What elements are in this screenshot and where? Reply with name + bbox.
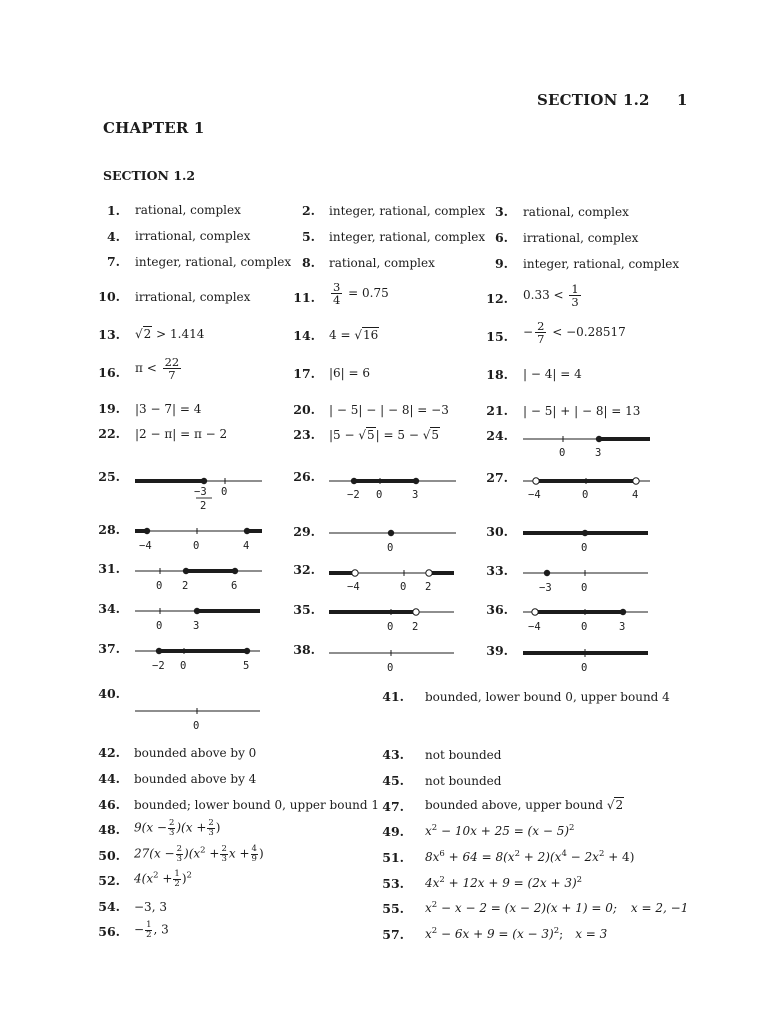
problem-number: 43. <box>382 747 404 762</box>
problem-number: 34. <box>98 601 120 616</box>
tick-label: 2 <box>182 580 189 592</box>
answer-10: irrational, complex <box>135 290 251 304</box>
answer-42: bounded above by 0 <box>134 746 257 760</box>
problem-number: 40. <box>98 686 120 701</box>
problem-number: 45. <box>382 773 404 788</box>
tick-label: 0 <box>193 720 200 732</box>
tick-label: 0 <box>581 621 588 633</box>
answer-2: integer, rational, complex <box>329 204 486 218</box>
answer-3: rational, complex <box>523 205 629 219</box>
answer-16: π < $\frac{22}{7}$ <box>135 355 180 383</box>
tick-label: 0 <box>387 662 394 674</box>
problem-number: 54. <box>98 899 120 914</box>
answer-15: − $\frac{2}{7}$ < −0.28517 <box>523 319 626 347</box>
problem-number: 25. <box>98 469 120 484</box>
number-line-27 <box>523 470 653 504</box>
problem-number: 42. <box>98 745 120 760</box>
problem-number: 8. <box>301 255 315 270</box>
problem-number: 11. <box>293 290 315 305</box>
tick-label: 0 <box>387 542 394 554</box>
chapter-title: CHAPTER 1 <box>103 119 205 137</box>
problem-number: 55. <box>382 901 404 916</box>
answer-7: integer, rational, complex <box>135 255 292 269</box>
tick-label: 0 <box>581 542 588 554</box>
tick-label: 0 <box>387 621 394 633</box>
problem-number: 27. <box>486 470 508 485</box>
problem-number: 32. <box>293 562 315 577</box>
problem-number: 12. <box>486 291 508 306</box>
problem-number: 39. <box>486 643 508 658</box>
answer-22: |2 − π| = π − 2 <box>135 427 228 441</box>
problem-number: 24. <box>486 428 508 443</box>
answer-46: bounded; lower bound 0, upper bound 1 <box>134 798 380 812</box>
tick-label: 3 <box>595 447 602 459</box>
answer-56: − $\frac{1}{2}$ , 3 <box>134 920 169 940</box>
problem-number: 17. <box>293 366 315 381</box>
number-line-38 <box>329 642 459 676</box>
problem-number: 44. <box>98 771 120 786</box>
problem-number: 18. <box>486 367 508 382</box>
answer-43: not bounded <box>425 748 502 762</box>
problem-number: 15. <box>486 329 508 344</box>
tick-label: −4 <box>139 540 152 552</box>
tick-label: −4 <box>528 489 541 501</box>
answer-12: 0.33 < $\frac{1}{3}$ <box>523 282 579 310</box>
problem-number: 9. <box>494 256 508 271</box>
tick-label: 0 <box>156 620 163 632</box>
problem-number: 14. <box>293 328 315 343</box>
running-header-section: SECTION 1.2 <box>537 91 650 109</box>
tick-label: 0 <box>559 447 566 459</box>
answer-11: $\frac{3}{4}$ = 0.75 <box>333 280 389 308</box>
answer-18: | − 4| = 4 <box>523 367 582 381</box>
tick-label: 2 <box>425 581 432 593</box>
problem-number: 33. <box>486 563 508 578</box>
number-line-39 <box>523 642 653 676</box>
tick-label: −4 <box>347 581 360 593</box>
answer-45: not bounded <box>425 774 502 788</box>
problem-number: 46. <box>98 797 120 812</box>
answer-4: irrational, complex <box>135 229 251 243</box>
tick-label: 0 <box>581 662 588 674</box>
tick-label: 3 <box>193 620 200 632</box>
tick-label: 0 <box>180 660 187 672</box>
number-line-35 <box>329 601 459 635</box>
tick-label: 3 <box>412 489 419 501</box>
answer-8: rational, complex <box>329 256 435 270</box>
problem-number: 50. <box>98 848 120 863</box>
number-line-28 <box>135 520 265 554</box>
tick-label: 0 <box>376 489 383 501</box>
problem-number: 19. <box>98 401 120 416</box>
answer-47: bounded above, upper bound √2 <box>425 798 624 812</box>
answer-55: $x^2 - x - 2 = (x - 2)(x + 1) = 0$; x = 2, −1 <box>425 900 689 915</box>
problem-number: 49. <box>382 824 404 839</box>
number-line-34 <box>135 600 265 634</box>
answer-51: $8x^6 + 64 = 8(x^2 + 2)(x^4 - 2x^2 + 4)$ <box>425 849 635 864</box>
answer-13: √2 > 1.414 <box>135 327 205 341</box>
tick-label: 0 <box>193 540 200 552</box>
number-line-30 <box>523 522 653 556</box>
problem-number: 41. <box>382 689 404 704</box>
tick-label: −3 <box>539 582 552 594</box>
answer-44: bounded above by 4 <box>134 772 257 786</box>
problem-number: 1. <box>106 203 120 218</box>
answer-14: 4 = √16 <box>329 328 379 342</box>
number-line-29 <box>329 522 459 556</box>
problem-number: 22. <box>98 426 120 441</box>
answer-19: |3 − 7| = 4 <box>135 402 202 416</box>
tick-label: 0 <box>400 581 407 593</box>
problem-number: 3. <box>494 204 508 219</box>
answer-49: $x^2 - 10x + 25 = (x - 5)^2$ <box>425 823 575 838</box>
answer-41: bounded, lower bound 0, upper bound 4 <box>425 690 670 704</box>
answer-17: |6| = 6 <box>329 366 371 380</box>
problem-number: 7. <box>106 254 120 269</box>
answer-20: | − 5| − | − 8| = −3 <box>329 403 449 417</box>
problem-number: 31. <box>98 561 120 576</box>
number-line-40 <box>135 700 265 734</box>
tick-label: −2 <box>347 489 360 501</box>
section-title: SECTION 1.2 <box>103 168 196 183</box>
tick-label: 0 <box>581 582 588 594</box>
answer-53: $4x^2 + 12x + 9 = (2x + 3)^2$ <box>425 875 583 890</box>
problem-number: 16. <box>98 365 120 380</box>
tick-label: 6 <box>231 580 238 592</box>
tick-label: −4 <box>528 621 541 633</box>
number-line-31 <box>135 560 265 594</box>
answer-23: |5 − √5| = 5 − √5 <box>329 428 439 442</box>
answer-57: $x^2 - 6x + 9 = (x - 3)^2$; x = 3 <box>425 926 608 941</box>
problem-number: 6. <box>494 230 508 245</box>
problem-number: 57. <box>382 927 404 942</box>
answer-6: irrational, complex <box>523 231 639 245</box>
problem-number: 53. <box>382 876 404 891</box>
problem-number: 29. <box>293 524 315 539</box>
problem-number: 26. <box>293 469 315 484</box>
problem-number: 28. <box>98 522 120 537</box>
problem-number: 52. <box>98 873 120 888</box>
problem-number: 5. <box>301 229 315 244</box>
problem-number: 38. <box>293 642 315 657</box>
answer-50: 27(x − $\frac{2}{3}$ )($x^2$ + $\frac{2}{3}$ x + $\frac{4}{9}$ ) <box>134 844 264 864</box>
problem-number: 2. <box>301 203 315 218</box>
page-number: 1 <box>677 91 688 109</box>
tick-label: 3 <box>619 621 626 633</box>
problem-number: 30. <box>486 524 508 539</box>
answer-52: $4(x^2$ + $\frac{1}{2}$ )$^2$ <box>134 869 192 889</box>
number-line-26 <box>329 470 459 504</box>
answer-1: rational, complex <box>135 203 241 217</box>
number-line-25 <box>135 470 265 518</box>
problem-number: 48. <box>98 822 120 837</box>
tick-label: 2 <box>200 500 207 512</box>
tick-label: 0 <box>582 489 589 501</box>
problem-number: 10. <box>98 289 120 304</box>
problem-number: 56. <box>98 924 120 939</box>
number-line-33 <box>523 562 653 596</box>
tick-label: 4 <box>632 489 639 501</box>
tick-label: 0 <box>221 486 228 498</box>
problem-number: 35. <box>293 602 315 617</box>
problem-number: 21. <box>486 403 508 418</box>
answer-5: integer, rational, complex <box>329 230 486 244</box>
tick-label: 5 <box>243 660 250 672</box>
number-line-37 <box>135 640 265 674</box>
problem-number: 51. <box>382 850 404 865</box>
problem-number: 36. <box>486 602 508 617</box>
answer-21: | − 5| + | − 8| = 13 <box>523 404 641 418</box>
number-line-36 <box>523 601 653 635</box>
tick-label: −2 <box>152 660 165 672</box>
answer-54: −3, 3 <box>134 900 167 914</box>
problem-number: 37. <box>98 641 120 656</box>
problem-number: 23. <box>293 427 315 442</box>
problem-number: 47. <box>382 799 404 814</box>
tick-label: 2 <box>412 621 419 633</box>
tick-label: 0 <box>156 580 163 592</box>
answer-9: integer, rational, complex <box>523 257 680 271</box>
number-line-32 <box>329 562 459 596</box>
answer-48: 9(x − $\frac{2}{3}$ )(x + $\frac{2}{3}$ ) <box>134 818 221 838</box>
problem-number: 13. <box>98 327 120 342</box>
number-line-24 <box>523 428 653 462</box>
tick-label: 4 <box>243 540 250 552</box>
problem-number: 20. <box>293 402 315 417</box>
tick-label: −3 <box>194 486 207 498</box>
problem-number: 4. <box>106 229 120 244</box>
